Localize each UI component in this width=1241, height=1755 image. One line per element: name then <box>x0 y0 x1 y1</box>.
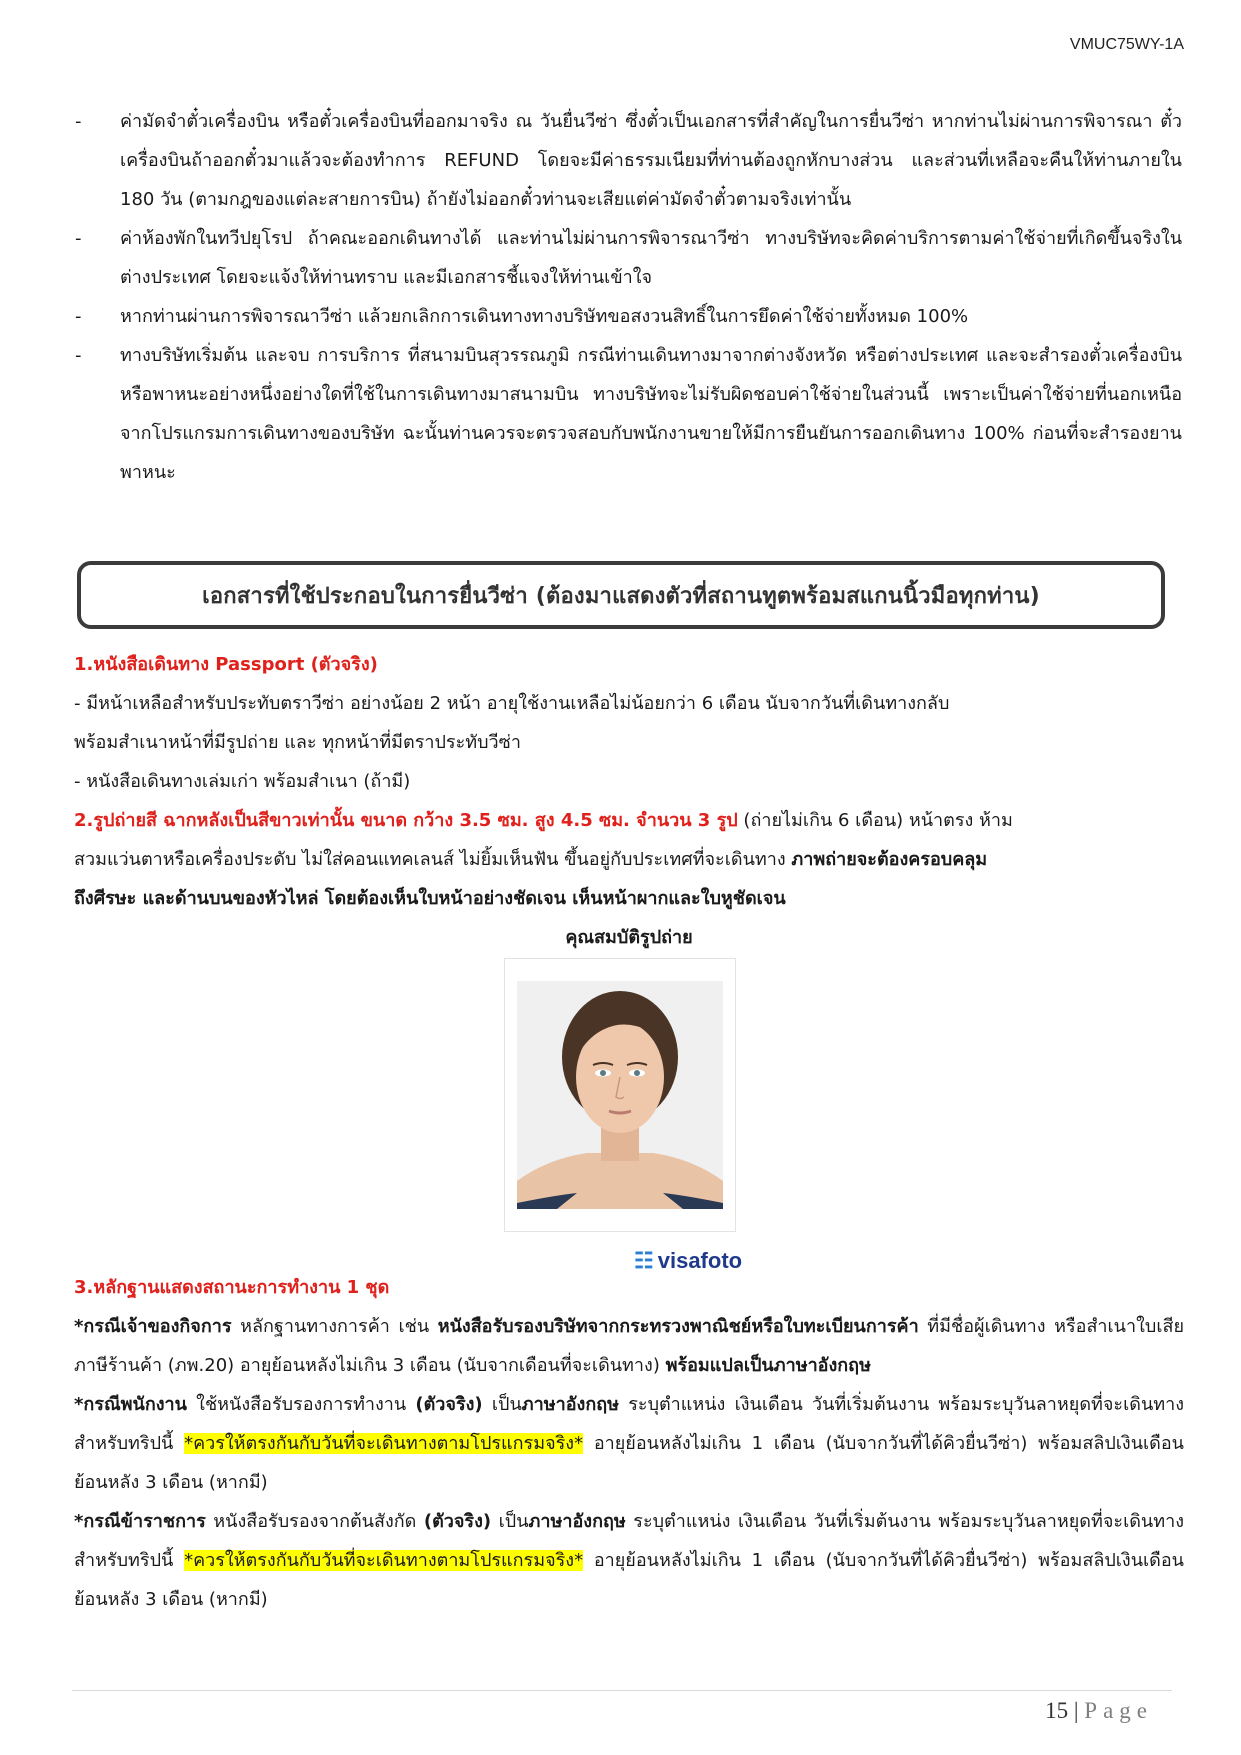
passport-line: พร้อมสำเนาหน้าที่มีรูปถ่าย และ ทุกหน้าที่มีตราประทับวีซ่า <box>74 732 521 753</box>
sample-passport-photo <box>494 958 746 1273</box>
photo-requirements: ถึงศีรษะ และด้านบนของหัวไหล่ โดยต้องเห็นใบหน้าอย่างชัดเจน เห็นหน้าผากและใบหูชัดเจน <box>74 888 786 909</box>
portrait-illustration <box>517 981 723 1209</box>
highlighted-note: *ควรให้ตรงกันกับวันที่จะเดินทางตามโปรแกรมจริง* <box>184 1433 584 1454</box>
highlighted-note: *ควรให้ตรงกันกับวันที่จะเดินทางตามโปรแกรมจริง* <box>184 1550 584 1571</box>
business-owner-requirements: *กรณีเจ้าของกิจการ หลักฐานทางการค้า เช่น หนังสือรับรองบริษัทจากกระทรวงพาณิชย์หรือใบทะเบียนการค้า ที่มีชื่อผู้เดินทาง หรือสำเนาใบเสียภาษีร้านค้า (ภพ.20) อายุย้อนหลังไม่เกิน 3 เดือน (นับจากเดือนที่จะเดินทาง) พร้อมแปลเป็นภาษาอังกฤษ <box>74 1316 1184 1376</box>
list-item: - ค่ามัดจำตั๋วเครื่องบิน หรือตั๋วเครื่องบินที่ออกมาจริง ณ วันยื่นวีซ่า ซึ่งตั๋วเป็นเอกสารที่สำคัญในการยื่นวีซ่า หากท่านไม่ผ่านการพิจารณา ตั๋วเครื่องบินถ้าออกตั๋วมาแล้วจะต้องทำการ REFUND โดยจะมีค่าธรรมเนียมที่ท่านต้องถูกหักบางส่วน และส่วนที่เหลือจะคืนให้ท่านภายใน 180 วัน (ตามกฎของแต่ละสายการบิน) ถ้ายังไม่ออกตั๋วท่านจะเสียแต่ค่ามัดจำตั๋วตามจริงเท่านั้น <box>75 111 1182 210</box>
passport-heading: 1.หนังสือเดินทาง Passport (ตัวจริง) <box>74 654 378 675</box>
person-card-icon: ☷ <box>634 1248 654 1273</box>
section-title-box <box>77 561 1165 629</box>
employment-section <box>74 1268 1184 1619</box>
government-officer-requirements: *กรณีข้าราชการ หนังสือรับรองจากต้นสังกัด (ตัวจริง) เป็นภาษาอังกฤษ ระบุตำแหน่ง เงินเดือน วันที่เริ่มต้นงาน พร้อมระบุวันลาหยุดที่จะเดินทางสำหรับทริปนี้ *ควรให้ตรงกันกับวันที่จะเดินทางตามโปรแกรมจริง* อายุย้อนหลังไม่เกิน 1 เดือน (นับจากวันที่ได้คิวยื่นวีซ่า) พร้อมสลิปเงินเดือนย้อนหลัง 3 เดือน (หากมี) <box>74 1511 1184 1610</box>
list-item: - ค่าห้องพักในทวีปยุโรป ถ้าคณะออกเดินทางได้ และท่านไม่ผ่านการพิจารณาวีซ่า ทางบริษัทจะคิดค่าบริการตามค่าใช้จ่ายที่เกิดขึ้นจริงในต่างประเทศ โดยจะแจ้งให้ท่านทราบ และมีเอกสารชี้แจงให้ท่านเข้าใจ <box>75 228 1182 288</box>
passport-line: - หนังสือเดินทางเล่มเก่า พร้อมสำเนา (ถ้ามี) <box>74 771 411 792</box>
employment-heading: 3.หลักฐานแสดงสถานะการทำงาน 1 ชุด <box>74 1277 390 1298</box>
list-item: - ทางบริษัทเริ่มต้น และจบ การบริการ ที่สนามบินสุวรรณภูมิ กรณีท่านเดินทางมาจากต่างจังหวัด หรือต่างประเทศ และจะสำรองตั๋วเครื่องบิน หรือพาหนะอย่างหนึ่งอย่างใดที่ใช้ในการเดินทางมาสนามบิน ทางบริษัทจะไม่รับผิดชอบค่าใช้จ่ายในส่วนนี้ เพราะเป็นค่าใช้จ่ายที่นอกเหนือจากโปรแกรมการเดินทางของบริษัท ฉะนั้นท่านควรจะตรวจสอบกับพนักงานขายให้มีการยืนยันการออกเดินทาง 100% ก่อนที่จะสำรองยานพาหนะ <box>75 345 1182 483</box>
photo-requirements: สวมแว่นตาหรือเครื่องประดับ ไม่ใส่คอนแทคเลนส์ ไม่ยิ้มเห็นฟัน ขึ้นอยู่กับประเทศที่จะเดินทาง ภาพถ่ายจะต้องครอบคลุม <box>74 849 988 870</box>
list-item: - หากท่านผ่านการพิจารณาวีซ่า แล้วยกเลิกการเดินทางทางบริษัทขอสงวนสิทธิ์ในการยึดค่าใช้จ่ายทั้งหมด 100% <box>75 306 969 327</box>
photo-sample-title: คุณสมบัติรูปถ่าย <box>565 927 693 948</box>
section-title: เอกสารที่ใช้ประกอบในการยื่นวีซ่า (ต้องมาแสดงตัวที่สถานทูตพร้อมสแกนนิ้วมือทุกท่าน) <box>202 583 1040 609</box>
photo-requirements: 2.รูปถ่ายสี ฉากหลังเป็นสีขาวเท่านั้น ขนาด กว้าง 3.5 ซม. สูง 4.5 ซม. จำนวน 3 รูป (ถ่ายไม่เกิน 6 เดือน) หน้าตรง ห้าม <box>74 810 1013 831</box>
conditions-list <box>72 102 1182 492</box>
portrait-image <box>517 981 723 1209</box>
page-number: 15 | Page <box>1045 1698 1153 1723</box>
document-code: VMUC75WY-1A <box>1069 36 1184 53</box>
visafoto-logo: ☷ visafoto <box>634 1248 743 1273</box>
footer-divider <box>72 1690 1172 1691</box>
passport-line: - มีหน้าเหลือสำหรับประทับตราวีซ่า อย่างน้อย 2 หน้า อายุใช้งานเหลือไม่น้อยกว่า 6 เดือน นับจากวันที่เดินทางกลับ <box>74 693 950 714</box>
photo-frame <box>504 958 736 1232</box>
documents-section <box>74 645 1184 957</box>
employee-requirements: *กรณีพนักงาน ใช้หนังสือรับรองการทำงาน (ตัวจริง) เป็นภาษาอังกฤษ ระบุตำแหน่ง เงินเดือน วันที่เริ่มต้นงาน พร้อมระบุวันลาหยุดที่จะเดินทางสำหรับทริปนี้ *ควรให้ตรงกันกับวันที่จะเดินทางตามโปรแกรมจริง* อายุย้อนหลังไม่เกิน 1 เดือน (นับจากวันที่ได้คิวยื่นวีซ่า) พร้อมสลิปเงินเดือนย้อนหลัง 3 เดือน (หากมี) <box>74 1394 1185 1493</box>
